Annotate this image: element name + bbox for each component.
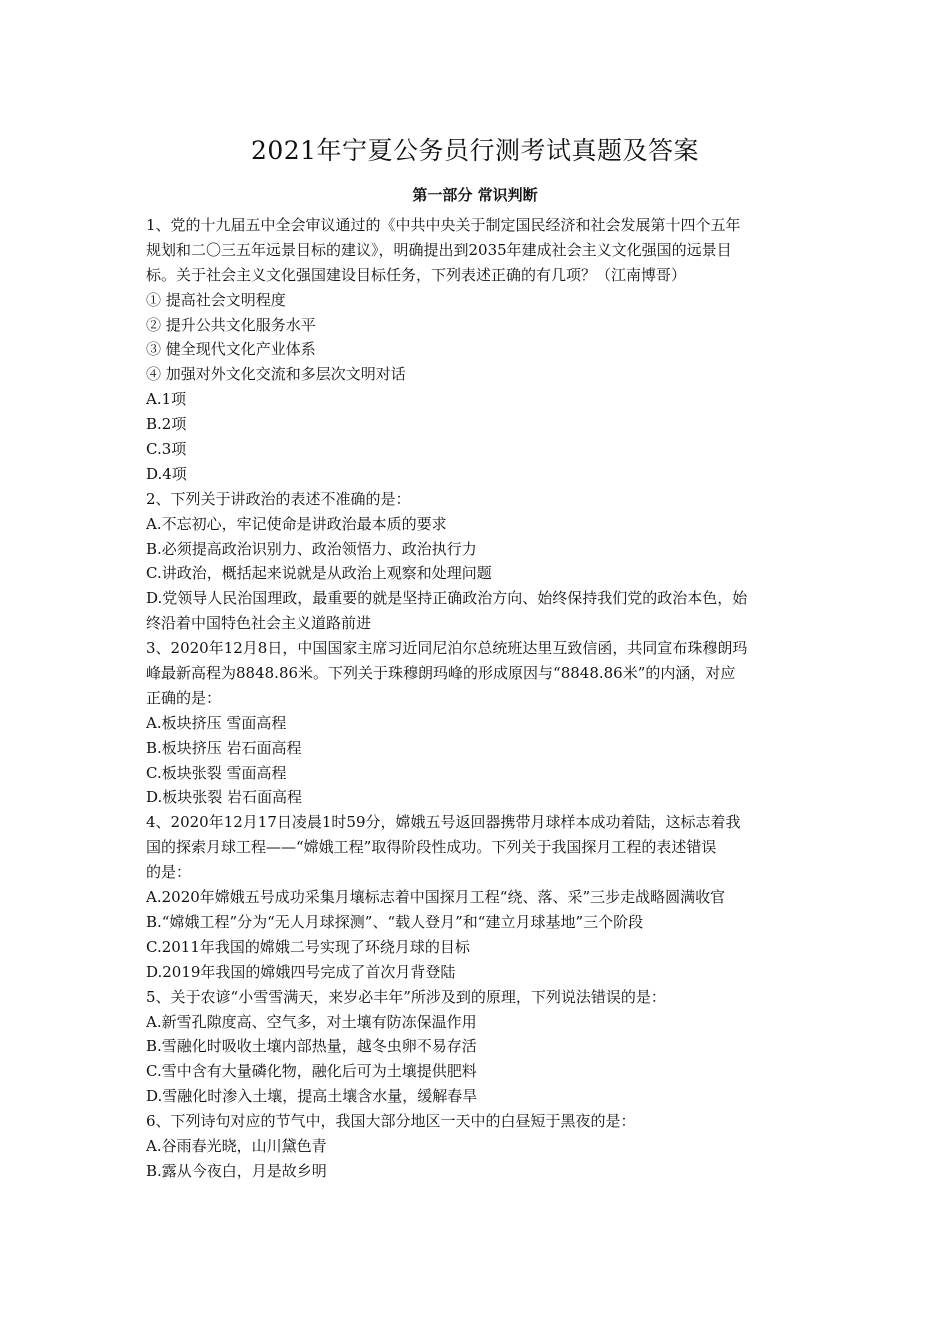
text-line: D.党领导人民治国理政，最重要的就是坚持正确政治方向、始终保持我们党的政治本色，始 (146, 589, 748, 608)
text-line: 的是： (146, 863, 192, 882)
text-line: 峰最新高程为8848.86米。下列关于珠穆朗玛峰的形成原因与“8848.86米”的内涵，对应 (146, 664, 736, 683)
text-line: D.雪融化时渗入土壤，提高土壤含水量，缓解春旱 (146, 1087, 478, 1106)
text-line: D.4项 (146, 464, 187, 483)
text-line: 4、2020年12月17日凌晨1时59分，嫦娥五号返回器携带月球样本成功着陆，这标志着我 (146, 813, 741, 832)
text-line: 5、关于农谚“小雪雪满天，来岁必丰年”所涉及到的原理，下列说法错误的是： (146, 987, 666, 1006)
text-line: ③ 健全现代文化产业体系 (146, 340, 316, 359)
text-line: 2、下列关于讲政治的表述不准确的是： (146, 489, 411, 508)
text-line: D.2019年我国的嫦娥四号完成了首次月背登陆 (146, 962, 456, 981)
text-line: ④ 加强对外文化交流和多层次文明对话 (146, 365, 406, 384)
text-line: ① 提高社会文明程度 (146, 290, 286, 309)
text-line: A.不忘初心，牢记使命是讲政治最本质的要求 (146, 514, 447, 533)
text-line: A.谷雨春光晓，山川黛色青 (146, 1136, 327, 1155)
text-line: A.1项 (146, 390, 187, 409)
section-heading: 第一部分 常识判断 (412, 186, 538, 204)
text-line: 1、党的十九届五中全会审议通过的《中共中央关于制定国民经济和社会发展第十四个五年 (146, 216, 741, 234)
text-line: B.2项 (146, 415, 187, 434)
text-line: C.板块张裂 雪面高程 (146, 763, 287, 782)
text-line: B.“嫦娥工程”分为“无人月球探测”、“载人登月”和“建立月球基地”三个阶段 (146, 912, 644, 931)
text-line: 规划和二〇三五年远景目标的建议》，明确提出到2035年建成社会主义文化强国的远景目 (146, 240, 732, 259)
document-body (146, 213, 810, 1184)
text-line: B.板块挤压 岩石面高程 (146, 738, 302, 757)
text-line: C.2011年我国的嫦娥二号实现了环绕月球的目标 (146, 937, 470, 956)
text-line: A.板块挤压 雪面高程 (146, 713, 287, 732)
text-line: ② 提升公共文化服务水平 (146, 315, 316, 334)
text-line: A.新雪孔隙度高、空气多，对土壤有防冻保温作用 (146, 1012, 477, 1031)
text-line: 3、2020年12月8日，中国国家主席习近同尼泊尔总统班达里互致信函，共同宣布珠穆朗玛 (146, 639, 748, 658)
text-line: B.雪融化时吸收土壤内部热量，越冬虫卵不易存活 (146, 1037, 477, 1056)
text-line: B.露从今夜白，月是故乡明 (146, 1161, 327, 1180)
text-line: C.3项 (146, 440, 187, 459)
text-line: C.讲政治，概括起来说就是从政治上观察和处理问题 (146, 564, 492, 583)
document-title: 2021年宁夏公务员行测考试真题及答案 (250, 136, 700, 165)
text-line: 国的探索月球工程——“嫦娥工程”取得阶段性成功。下列关于我国探月工程的表述错误 (146, 838, 717, 857)
text-line: 标。关于社会主义文化强国建设目标任务，下列表述正确的有几项？（江南博哥） (146, 265, 687, 284)
text-line: D.板块张裂 岩石面高程 (146, 788, 303, 807)
text-line: C.雪中含有大量磷化物，融化后可为土壤提供肥料 (146, 1062, 477, 1081)
text-line: 6、下列诗句对应的节气中，我国大部分地区一天中的白昼短于黑夜的是： (146, 1112, 636, 1131)
text-line: 正确的是： (146, 688, 222, 707)
text-line: B.必须提高政治识别力、政治领悟力、政治执行力 (146, 539, 477, 558)
text-line: A.2020年嫦娥五号成功采集月壤标志着中国探月工程“绕、落、采”三步走战略圆满收官 (146, 888, 726, 907)
text-line: 终沿着中国特色社会主义道路前进 (146, 614, 372, 633)
